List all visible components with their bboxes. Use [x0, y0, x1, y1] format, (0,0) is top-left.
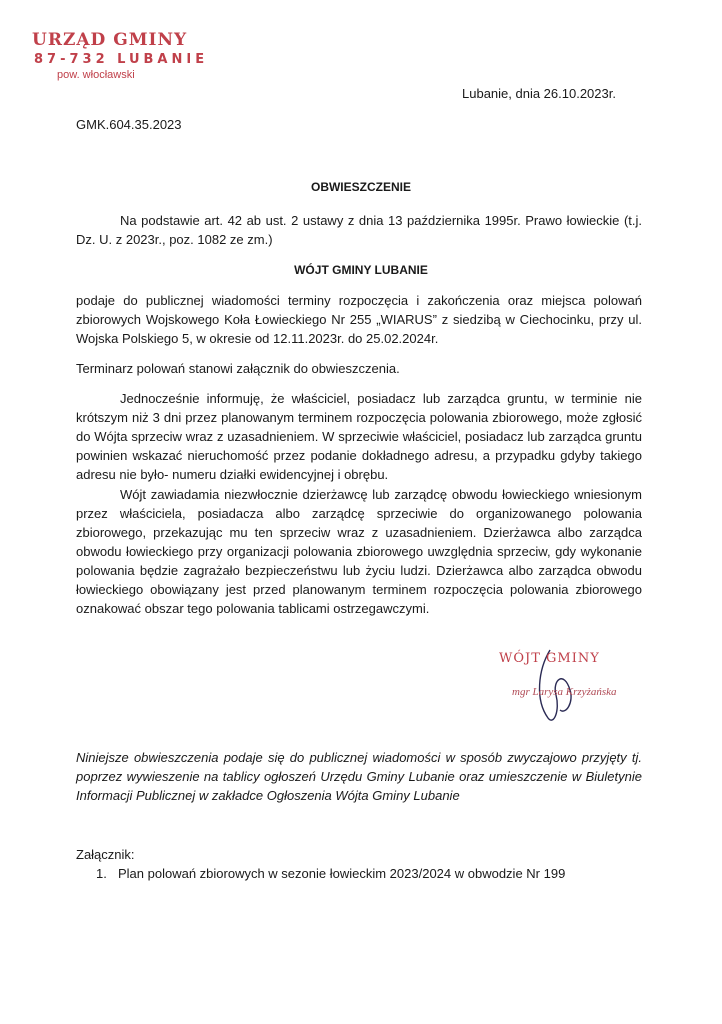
notification-paragraph: Wójt zawiadamia niezwłocznie dzierżawcę lub zarządcę obwodu łowieckiego wniesionym przez właściciela, posiadacza albo zarządcę sprzeciwie do organizowanego polowania zbiorowego, przekazując mu ten sprzeciw wraz z uzasadnieniem. Dzierżawca albo zarządca obwodu łowieckiego przy organizacji polowania zbiorowego uwzględnia sprzeciw, gdy wykonanie polowania będzie zagrażało bezpieczeństwu lub życiu ludzi. Dzierżawca albo zarządca obwodu łowieckiego obowiązany jest przed planowanym terminem rozpoczęcia polowania zbiorowego oznakować obszar tego polowania tablicami ostrzegawczymi. — [76, 487, 642, 616]
schedule-note: Terminarz polowań stanowi załącznik do obwieszczenia. — [76, 361, 400, 376]
attachments-label: Załącznik: — [76, 847, 135, 862]
signature-name: mgr Larysa Krzyżańska — [512, 686, 617, 698]
document-title: OBWIESZCZENIE — [310, 180, 411, 194]
signature-title: WÓJT GMINY — [499, 651, 600, 666]
attachment-number: 1. — [96, 866, 107, 881]
stamp-office-name: URZĄD GMINY — [32, 30, 188, 50]
reference-number: GMK.604.35.2023 — [76, 117, 182, 132]
announcement-paragraph: podaje do publicznej wiadomości terminy rozpoczęcia i zakończenia oraz miejsca polowań zbiorowych Wojskowego Koła Łowieckiego Nr 255 „WIARUS” z siedzibą w Ciechocinku, przy ul. Wojska Polskiego 5, w okresie od 12.11.2023r. do 25.02.2024r. — [76, 293, 642, 346]
stamp-postal-code: 87-732 LUBANIE — [34, 52, 209, 67]
place-date: Lubanie, dnia 26.10.2023r. — [462, 86, 616, 101]
attachment-item — [96, 866, 565, 881]
publication-notice: Niniejsze obwieszczenia podaje się do publicznej wiadomości w sposób zwyczajowo przyjęty tj. poprzez wywieszenie na tablicy ogłoszeń Urzędu Gminy Lubanie oraz umieszczenie w Biuletynie Informacji Publicznej w zakładce Ogłoszenia Wójta Gminy Lubanie — [76, 750, 642, 803]
attachment-text: Plan polowań zbiorowych w sezonie łowieckim 2023/2024 w obwodzie Nr 199 — [118, 866, 566, 881]
stamp-county: pow. włocławski — [57, 69, 135, 81]
issuer-heading: WÓJT GMINY LUBANIE — [294, 263, 428, 277]
objection-paragraph: Jednocześnie informuję, że właściciel, posiadacz lub zarządca gruntu, w terminie nie krótszym niż 3 dni przez planowanym terminem rozpoczęcia polowania zbiorowego, może zgłosić do Wójta sprzeciw wraz z uzasadnieniem. W sprzeciwie właściciel, posiadacz lub zarządca gruntu powinien wskazać nieruchomość przez podanie dokładnego adresu, a przypadku gdyby takiego adresu nie było- numeru działki ewidencyjnej i obrębu. — [76, 391, 642, 482]
intro-paragraph: Na podstawie art. 42 ab ust. 2 ustawy z dnia 13 października 1995r. Prawo łowieckie (t.j. Dz. U. z 2023r., poz. 1082 ze zm.) — [76, 213, 642, 247]
